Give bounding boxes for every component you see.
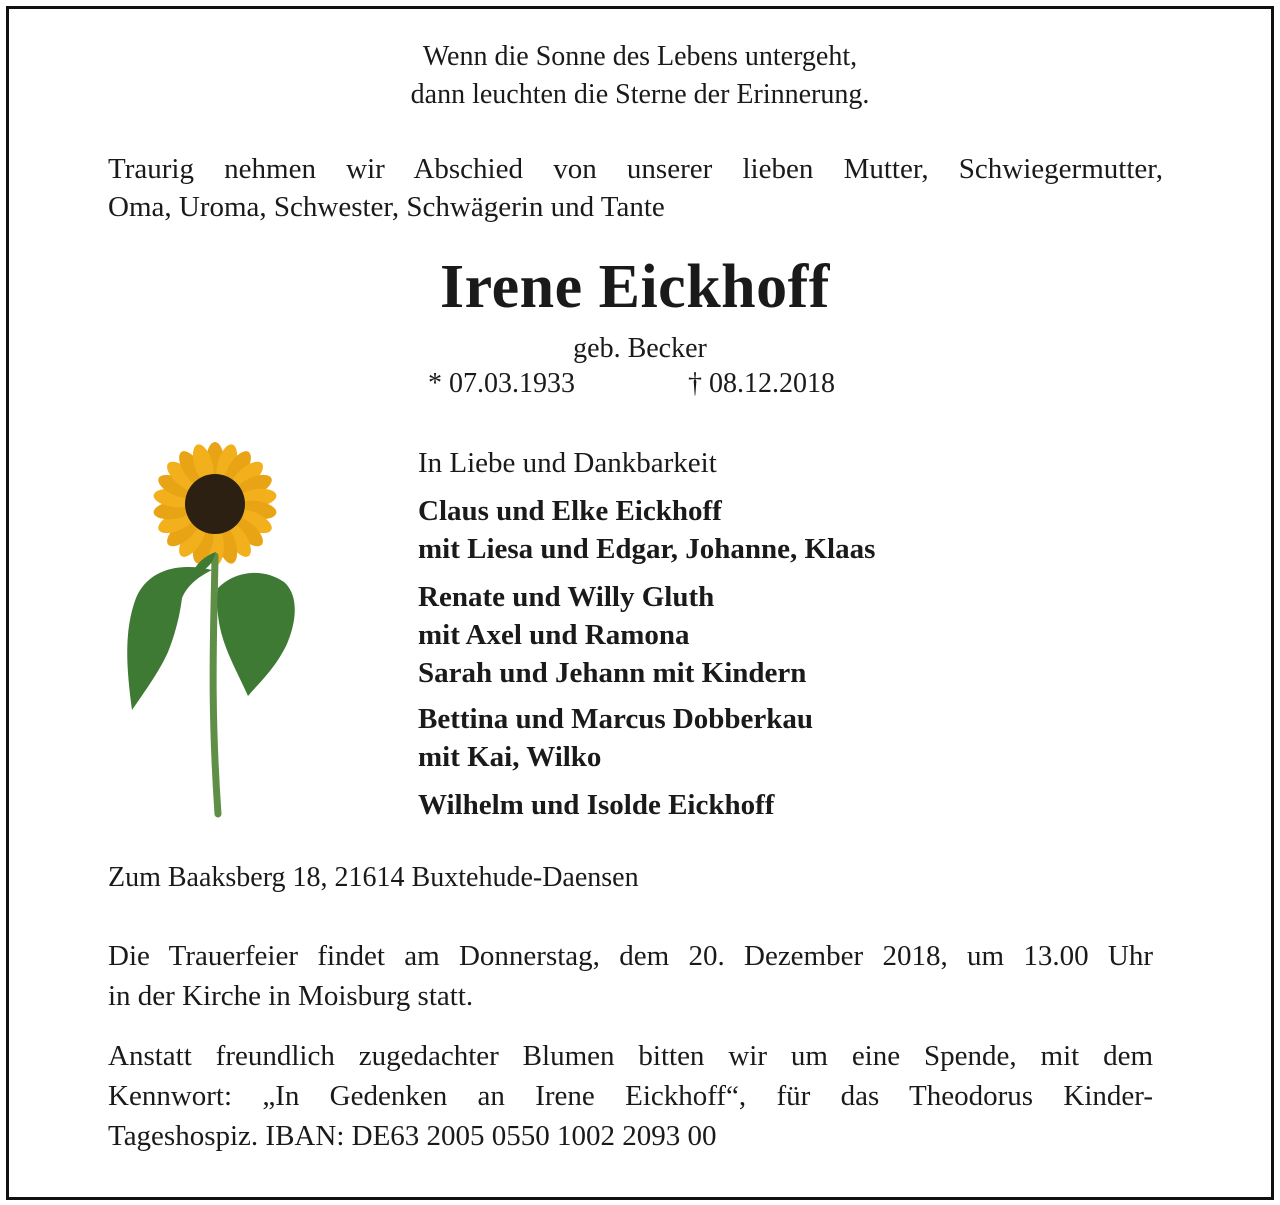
donation-info (108, 1036, 1153, 1156)
funeral-line-2: in der Kirche in Moisburg statt. (108, 980, 474, 1012)
family-line: Claus und Elke Eickhoff (418, 495, 722, 527)
family-line: mit Kai, Wilko (418, 741, 602, 773)
sunflower-stem (213, 556, 218, 814)
donation-line-3: Tageshospiz. IBAN: DE63 2005 0550 1002 2093 00 (108, 1120, 717, 1152)
deceased-name: Irene Eickhoff (440, 253, 830, 321)
family-line: mit Liesa und Edgar, Johanne, Klaas (418, 533, 876, 565)
family-intro: In Liebe und Dankbarkeit (418, 447, 717, 479)
motto (0, 38, 1280, 114)
maiden-name: geb. Becker (573, 333, 707, 364)
address: Zum Baaksberg 18, 21614 Buxtehude-Daensen (108, 862, 639, 893)
family-line: Renate und Willy Gluth (418, 581, 715, 613)
motto-line-1: Wenn die Sonne des Lebens untergeht, (422, 41, 858, 72)
sunflower-leaf-right (217, 573, 295, 696)
funeral-info (108, 936, 1153, 1016)
family-line: mit Axel und Ramona (418, 619, 690, 651)
donation-line-1: Anstatt freundlich zugedachter Blumen bitten wir um eine Spende, mit dem (108, 1040, 1153, 1072)
family-line: Bettina und Marcus Dobberkau (418, 703, 814, 735)
donation-line-2: Kennwort: „In Gedenken an Irene Eickhoff“, für das Theodorus Kinder- (108, 1080, 1153, 1112)
birth-date: * 07.03.1933 (428, 368, 575, 399)
motto-line-2: dann leuchten die Sterne der Erinnerung. (410, 79, 870, 110)
death-date: † 08.12.2018 (688, 368, 835, 399)
family-line: Sarah und Jehann mit Kindern (418, 657, 807, 689)
sunflower-image (118, 438, 308, 818)
intro-line-2: Oma, Uroma, Schwester, Schwägerin und Tante (108, 191, 665, 223)
intro-text (108, 150, 1163, 226)
sunflower-leaf-left (127, 567, 212, 710)
family-line: Wilhelm und Isolde Eickhoff (418, 789, 775, 821)
intro-line-1: Traurig nehmen wir Abschied von unserer lieben Mutter, Schwiegermutter, (108, 153, 1163, 185)
sunflower-center (185, 474, 245, 534)
funeral-line-1: Die Trauerfeier findet am Donnerstag, dem 20. Dezember 2018, um 13.00 Uhr (108, 940, 1153, 972)
